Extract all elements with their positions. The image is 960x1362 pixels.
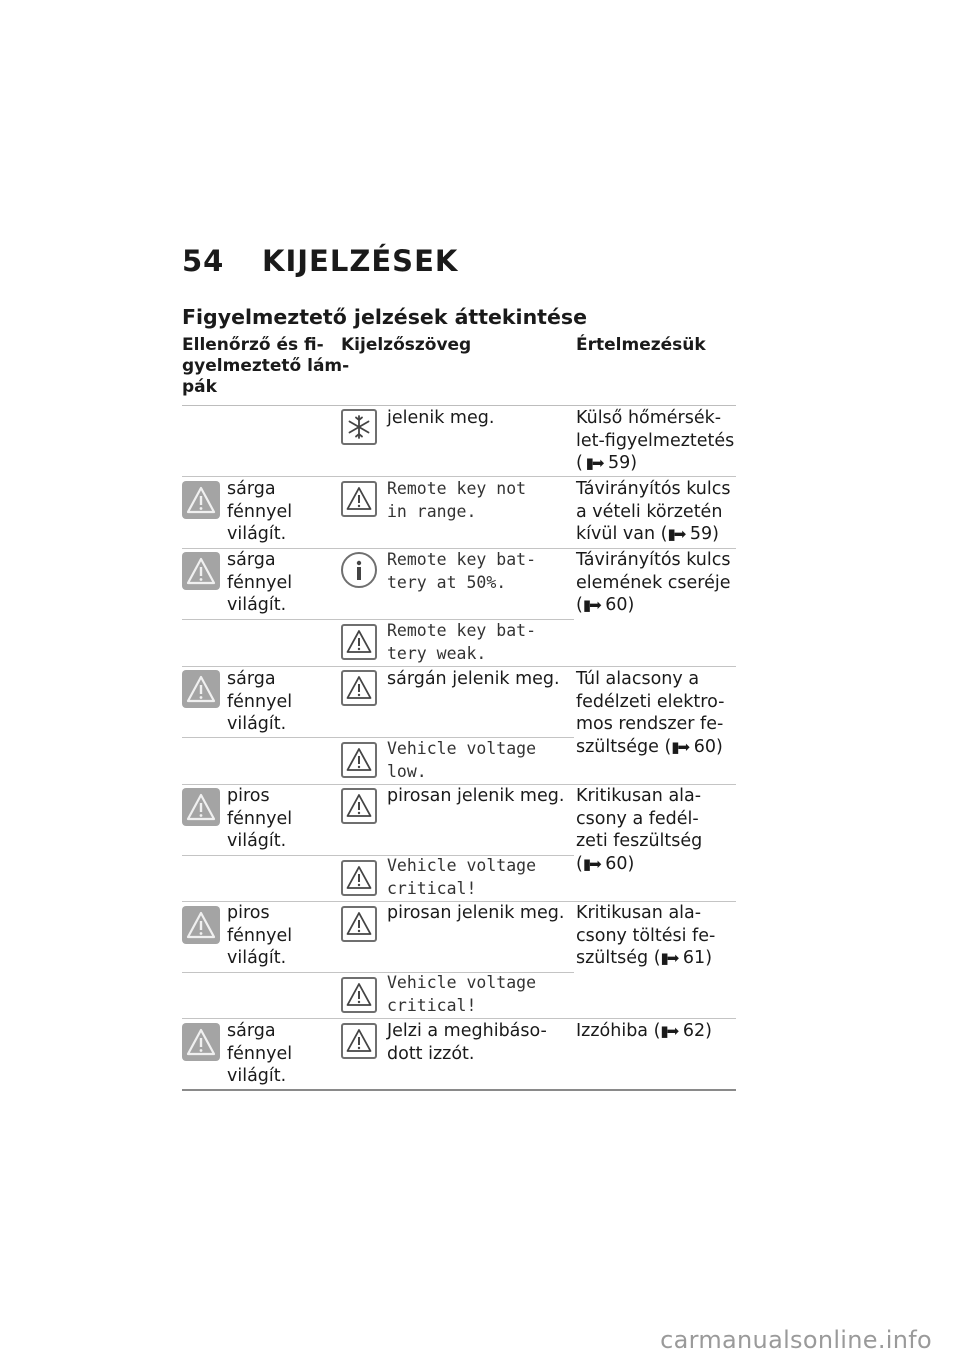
arrow-right-icon: ▮➡ — [671, 737, 689, 756]
warning-lamp-icon — [182, 552, 220, 590]
lamp-text: sárga fénnyel világít. — [227, 479, 293, 544]
warning-triangle-icon — [341, 860, 377, 896]
lamp-text: piros fénnyel világít. — [227, 786, 293, 851]
warning-triangle-icon — [341, 481, 377, 517]
chapter-title: KIJELZÉSEK — [262, 244, 459, 278]
table-bottom-rule — [182, 1089, 736, 1091]
info-icon — [341, 552, 377, 588]
display-text: Jelzi a meghibáso- dott izzót. — [387, 1021, 547, 1064]
warning-lamp-icon — [182, 906, 220, 944]
lamp-text: sárga fénnyel világít. — [227, 1021, 293, 1086]
watermark[interactable]: carmanualsonline.info — [660, 1326, 932, 1354]
snowflake-icon — [341, 409, 377, 445]
header-divider — [182, 405, 736, 406]
header-line: gyelmeztető lám- — [182, 356, 350, 376]
column-header-display-text: Kijelzőszöveg — [341, 335, 472, 355]
meaning-text: Kritikusan ala- csony töltési fe- szültség (▮➡ 61) — [576, 903, 716, 968]
display-text: Remote key bat- tery at 50%. — [387, 550, 537, 592]
warning-triangle-icon — [341, 670, 377, 706]
meaning-text: Kritikusan ala- csony a fedél- zeti feszültség (▮➡ 60) — [576, 786, 703, 874]
column-header-lamps — [182, 335, 349, 398]
row-divider — [182, 1018, 736, 1019]
display-text: sárgán jelenik meg. — [387, 669, 560, 689]
display-text: Vehicle voltage critical! — [387, 973, 537, 1015]
warning-triangle-icon — [341, 742, 377, 778]
arrow-right-icon: ▮➡ — [660, 949, 678, 967]
lamp-text: sárga fénnyel világít. — [227, 550, 293, 615]
section-title: Figyelmeztető jelzések áttekintése — [182, 305, 587, 329]
display-text: Remote key not in range. — [387, 479, 527, 521]
arrow-right-icon: ▮➡ — [582, 596, 600, 614]
meaning-text: Távirányítós kulcs elemének cseréje (▮➡ 60) — [576, 550, 731, 615]
header-line: pák — [182, 377, 217, 397]
row-divider — [182, 666, 736, 667]
warning-lamp-icon — [182, 788, 220, 826]
warning-triangle-icon — [341, 788, 377, 824]
display-text: pirosan jelenik meg. — [387, 903, 565, 923]
warning-triangle-icon — [341, 977, 377, 1013]
meaning-text: Külső hőmérsék- let-figyelmeztetés ( ▮➡ 59) — [576, 408, 735, 473]
warning-triangle-icon — [341, 906, 377, 942]
warning-lamp-icon — [182, 1023, 220, 1061]
arrow-right-icon: ▮➡ — [582, 454, 603, 472]
arrow-right-icon: ▮➡ — [660, 1022, 678, 1040]
header-line: Ellenőrző és fi- — [182, 335, 324, 355]
arrow-right-icon: ▮➡ — [667, 525, 685, 543]
meaning-text: Túl alacsony a fedélzeti elektro- mos rendszer fe- szültsége (▮➡ 60) — [576, 669, 725, 757]
display-text: Vehicle voltage critical! — [387, 856, 537, 898]
lamp-text: sárga fénnyel világít. — [227, 669, 293, 734]
page-number: 54 — [182, 244, 225, 278]
column-header-meaning: Értelmezésük — [576, 335, 706, 355]
warning-lamp-icon — [182, 481, 220, 519]
warning-triangle-icon — [341, 624, 377, 660]
row-divider — [182, 476, 736, 477]
display-text: jelenik meg. — [387, 408, 495, 428]
arrow-right-icon: ▮➡ — [582, 854, 600, 873]
page-header — [182, 244, 458, 278]
display-text: Remote key bat- tery weak. — [387, 621, 537, 663]
lamp-text: piros fénnyel világít. — [227, 903, 293, 968]
warning-triangle-icon — [341, 1023, 377, 1059]
warning-lamp-icon — [182, 670, 220, 708]
display-text: pirosan jelenik meg. — [387, 786, 565, 806]
meaning-text: Izzóhiba (▮➡ 62) — [576, 1021, 712, 1041]
display-text: Vehicle voltage low. — [387, 739, 537, 781]
meaning-text: Távirányítós kulcs a vételi körzetén kívül van (▮➡ 59) — [576, 479, 731, 544]
